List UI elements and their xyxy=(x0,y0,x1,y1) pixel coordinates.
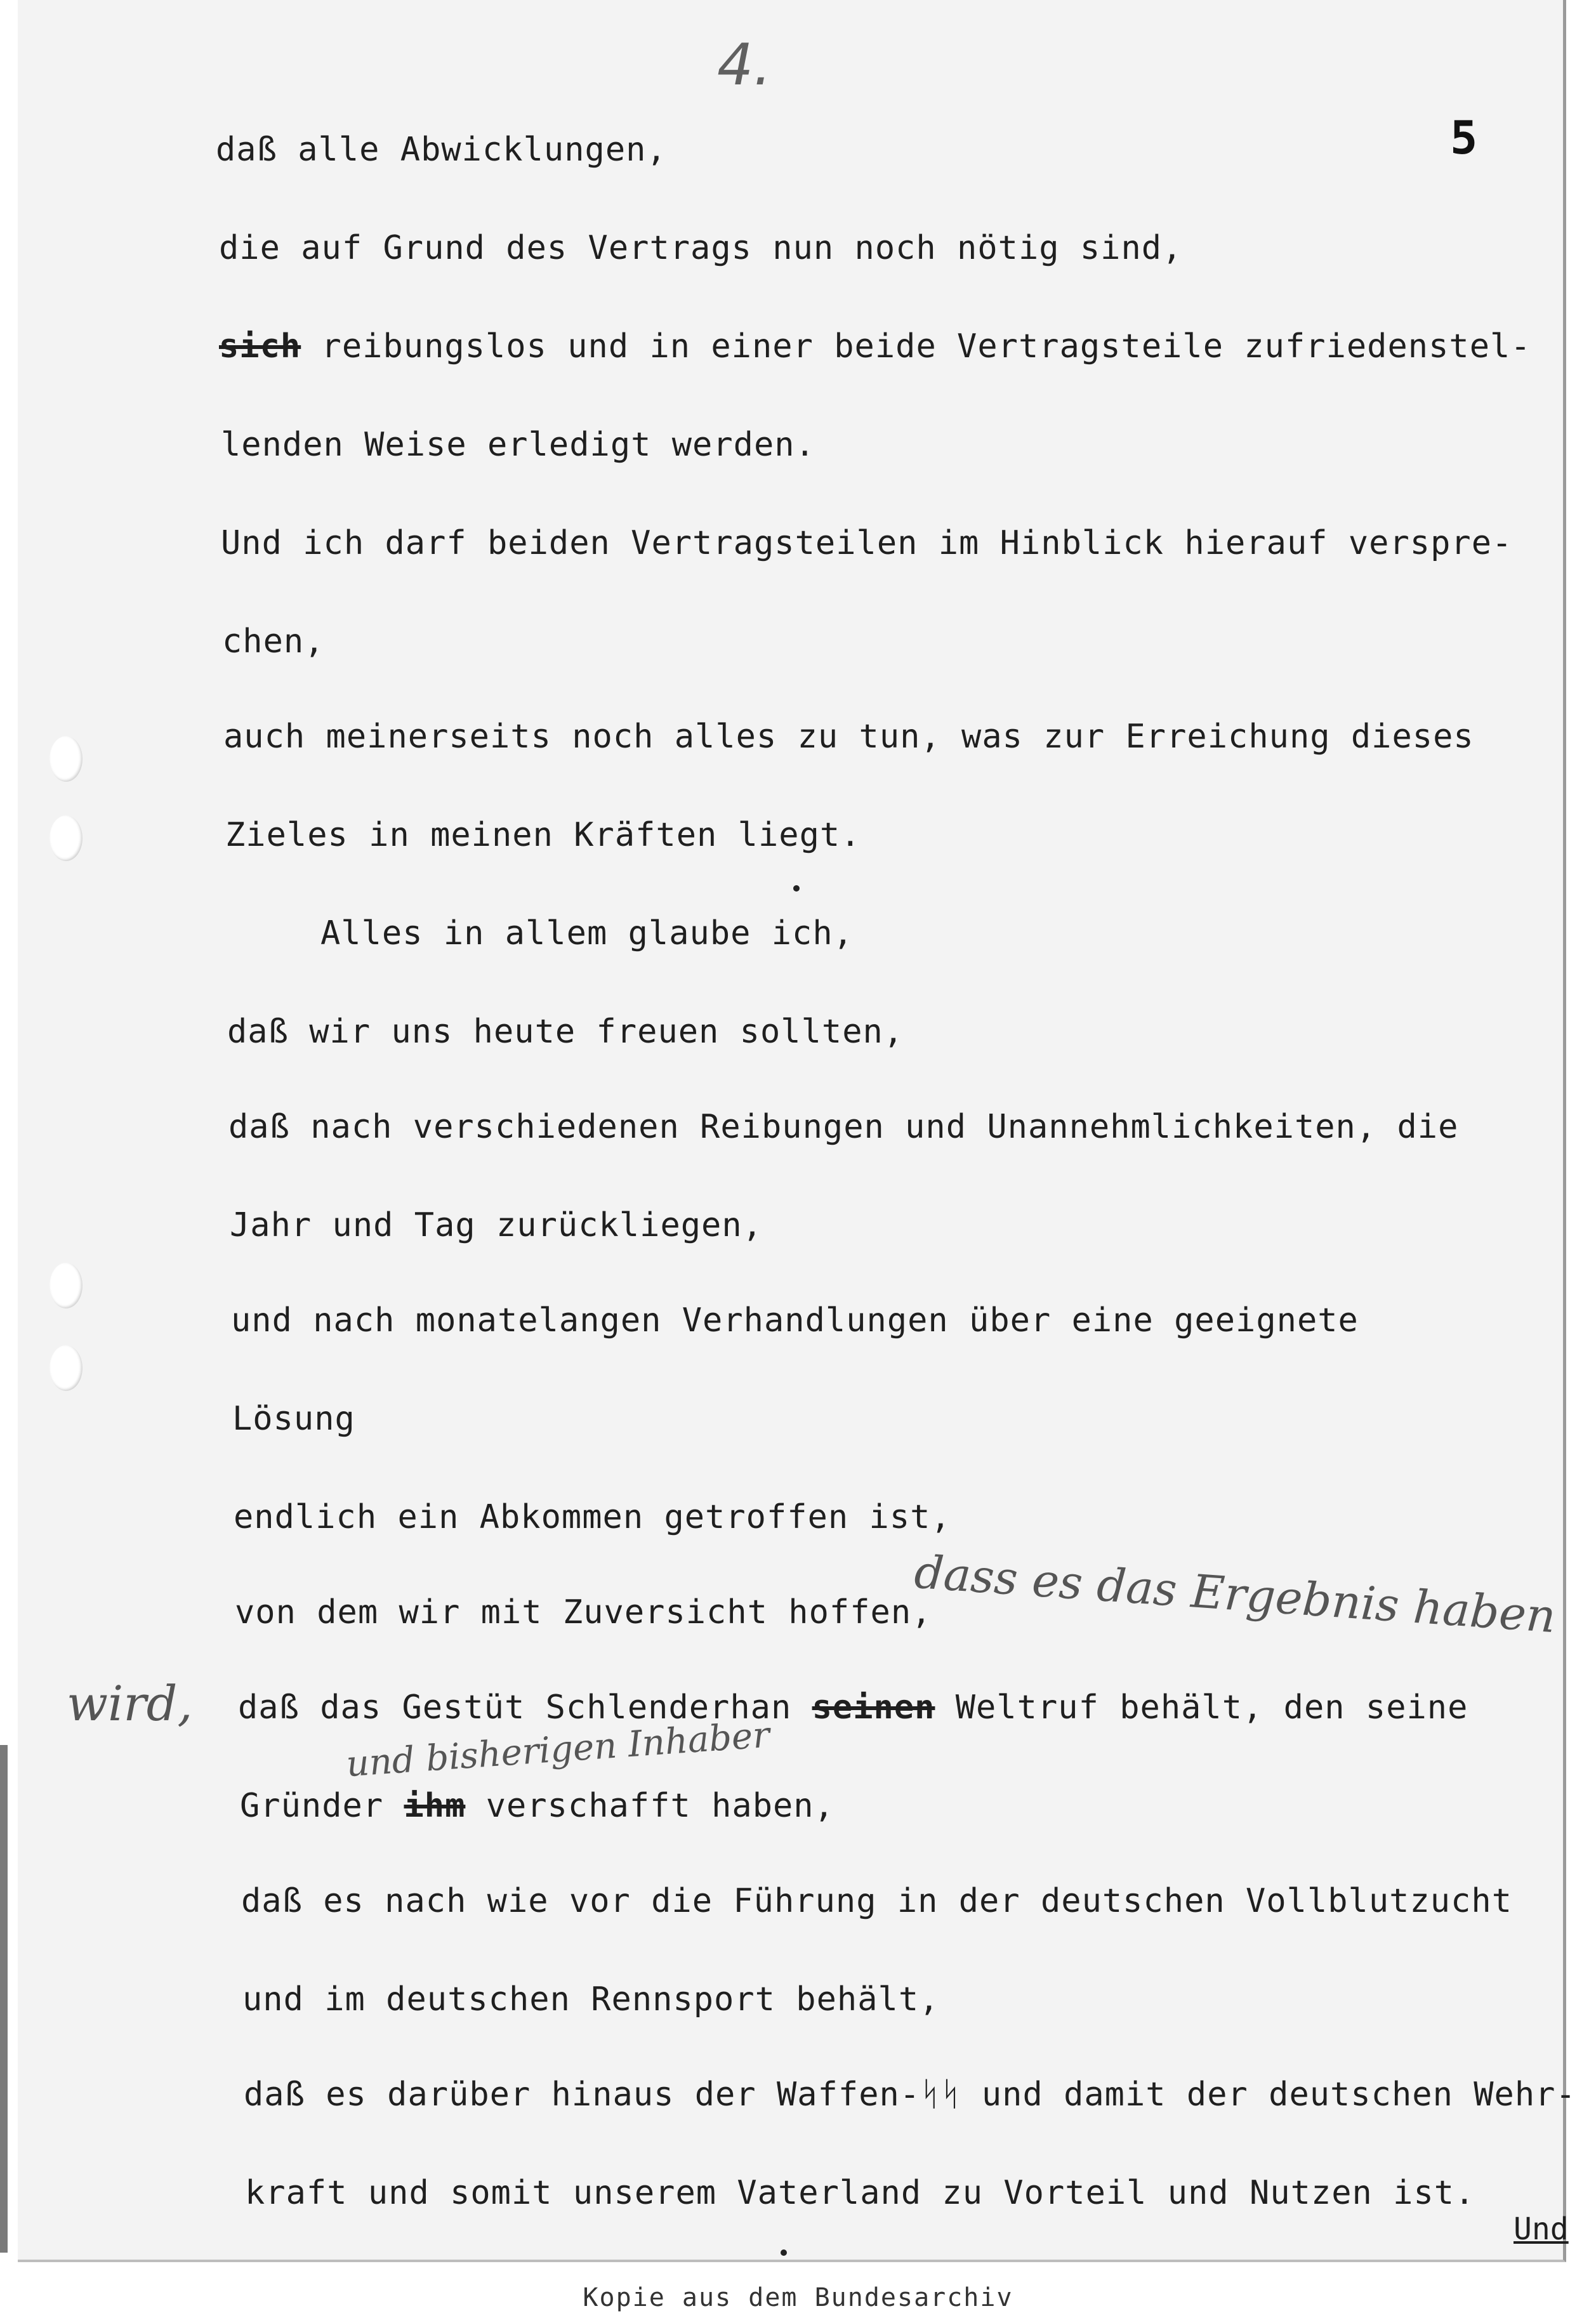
text-line: Jahr und Tag zurückliegen, xyxy=(230,1206,763,1244)
text-line: und im deutschen Rennsport behält, xyxy=(242,1980,940,2018)
text-line: lenden Weise erledigt werden. xyxy=(221,426,815,464)
text-line: daß wir uns heute freuen sollten, xyxy=(227,1013,904,1051)
text-line: daß es darüber hinaus der Waffen-ᛋᛋ und damit der deutschen Wehr- xyxy=(244,2076,1576,2114)
ink-dot xyxy=(793,885,800,892)
text-line: auch meinerseits noch alles zu tun, was zur Erreichung dieses xyxy=(223,718,1474,756)
punch-hole xyxy=(49,1263,82,1308)
text-line: und nach monatelangen Verhandlungen über eine geeignete xyxy=(231,1301,1359,1340)
struck-word: seinen xyxy=(812,1689,935,1727)
page-number: 5 xyxy=(1450,111,1478,164)
text-line: Lösung xyxy=(232,1400,355,1438)
ink-dot xyxy=(781,2249,787,2256)
handwritten-insert-right: dass es das Ergebnis haben xyxy=(913,1544,1558,1643)
archive-footer: Kopie aus dem Bundesarchiv xyxy=(583,2283,1013,2312)
text-line: sich reibungslos und in einer beide Vertragsteile zufriedenstel- xyxy=(219,327,1531,365)
ss-runes: ᛋᛋ xyxy=(920,2076,961,2114)
text-line: kraft und somit unserem Vaterland zu Vorteil und Nutzen ist. xyxy=(245,2174,1475,2212)
struck-word: ihm xyxy=(404,1787,466,1825)
punch-hole xyxy=(49,815,82,861)
carry-word: Und xyxy=(1514,2211,1569,2247)
text-line: Gründer ihm verschafft haben, xyxy=(240,1787,834,1825)
text-line: daß es nach wie vor die Führung in der deutschen Vollblutzucht xyxy=(241,1882,1513,1920)
text-line: daß nach verschiedenen Reibungen und Unannehmlichkeiten, die xyxy=(228,1108,1459,1146)
text-line: Und ich darf beiden Vertragsteilen im Hinblick hierauf verspre- xyxy=(221,524,1513,562)
text-line-indented: Alles in allem glaube ich, xyxy=(320,914,854,952)
handwritten-insert-above: und bisherigen Inhaber xyxy=(345,1714,771,1786)
punch-hole xyxy=(49,736,82,782)
text-line: die auf Grund des Vertrags nun noch nötig sind, xyxy=(219,229,1183,267)
text-line: von dem wir mit Zuversicht hoffen, xyxy=(235,1593,932,1631)
text-line: daß alle Abwicklungen, xyxy=(216,131,667,169)
text-line: chen, xyxy=(222,622,325,661)
handwritten-page-mark: 4. xyxy=(717,32,772,98)
handwritten-insert-left: wird, xyxy=(67,1675,193,1732)
text-line: Zieles in meinen Kräften liegt. xyxy=(225,816,861,854)
text-line: daß das Gestüt Schlenderhan seinen Weltruf behält, den seine xyxy=(238,1689,1468,1727)
struck-word: sich xyxy=(219,327,301,365)
scan-edge xyxy=(0,1745,8,2253)
text-line: endlich ein Abkommen getroffen ist, xyxy=(234,1498,951,1536)
punch-hole xyxy=(49,1345,82,1391)
